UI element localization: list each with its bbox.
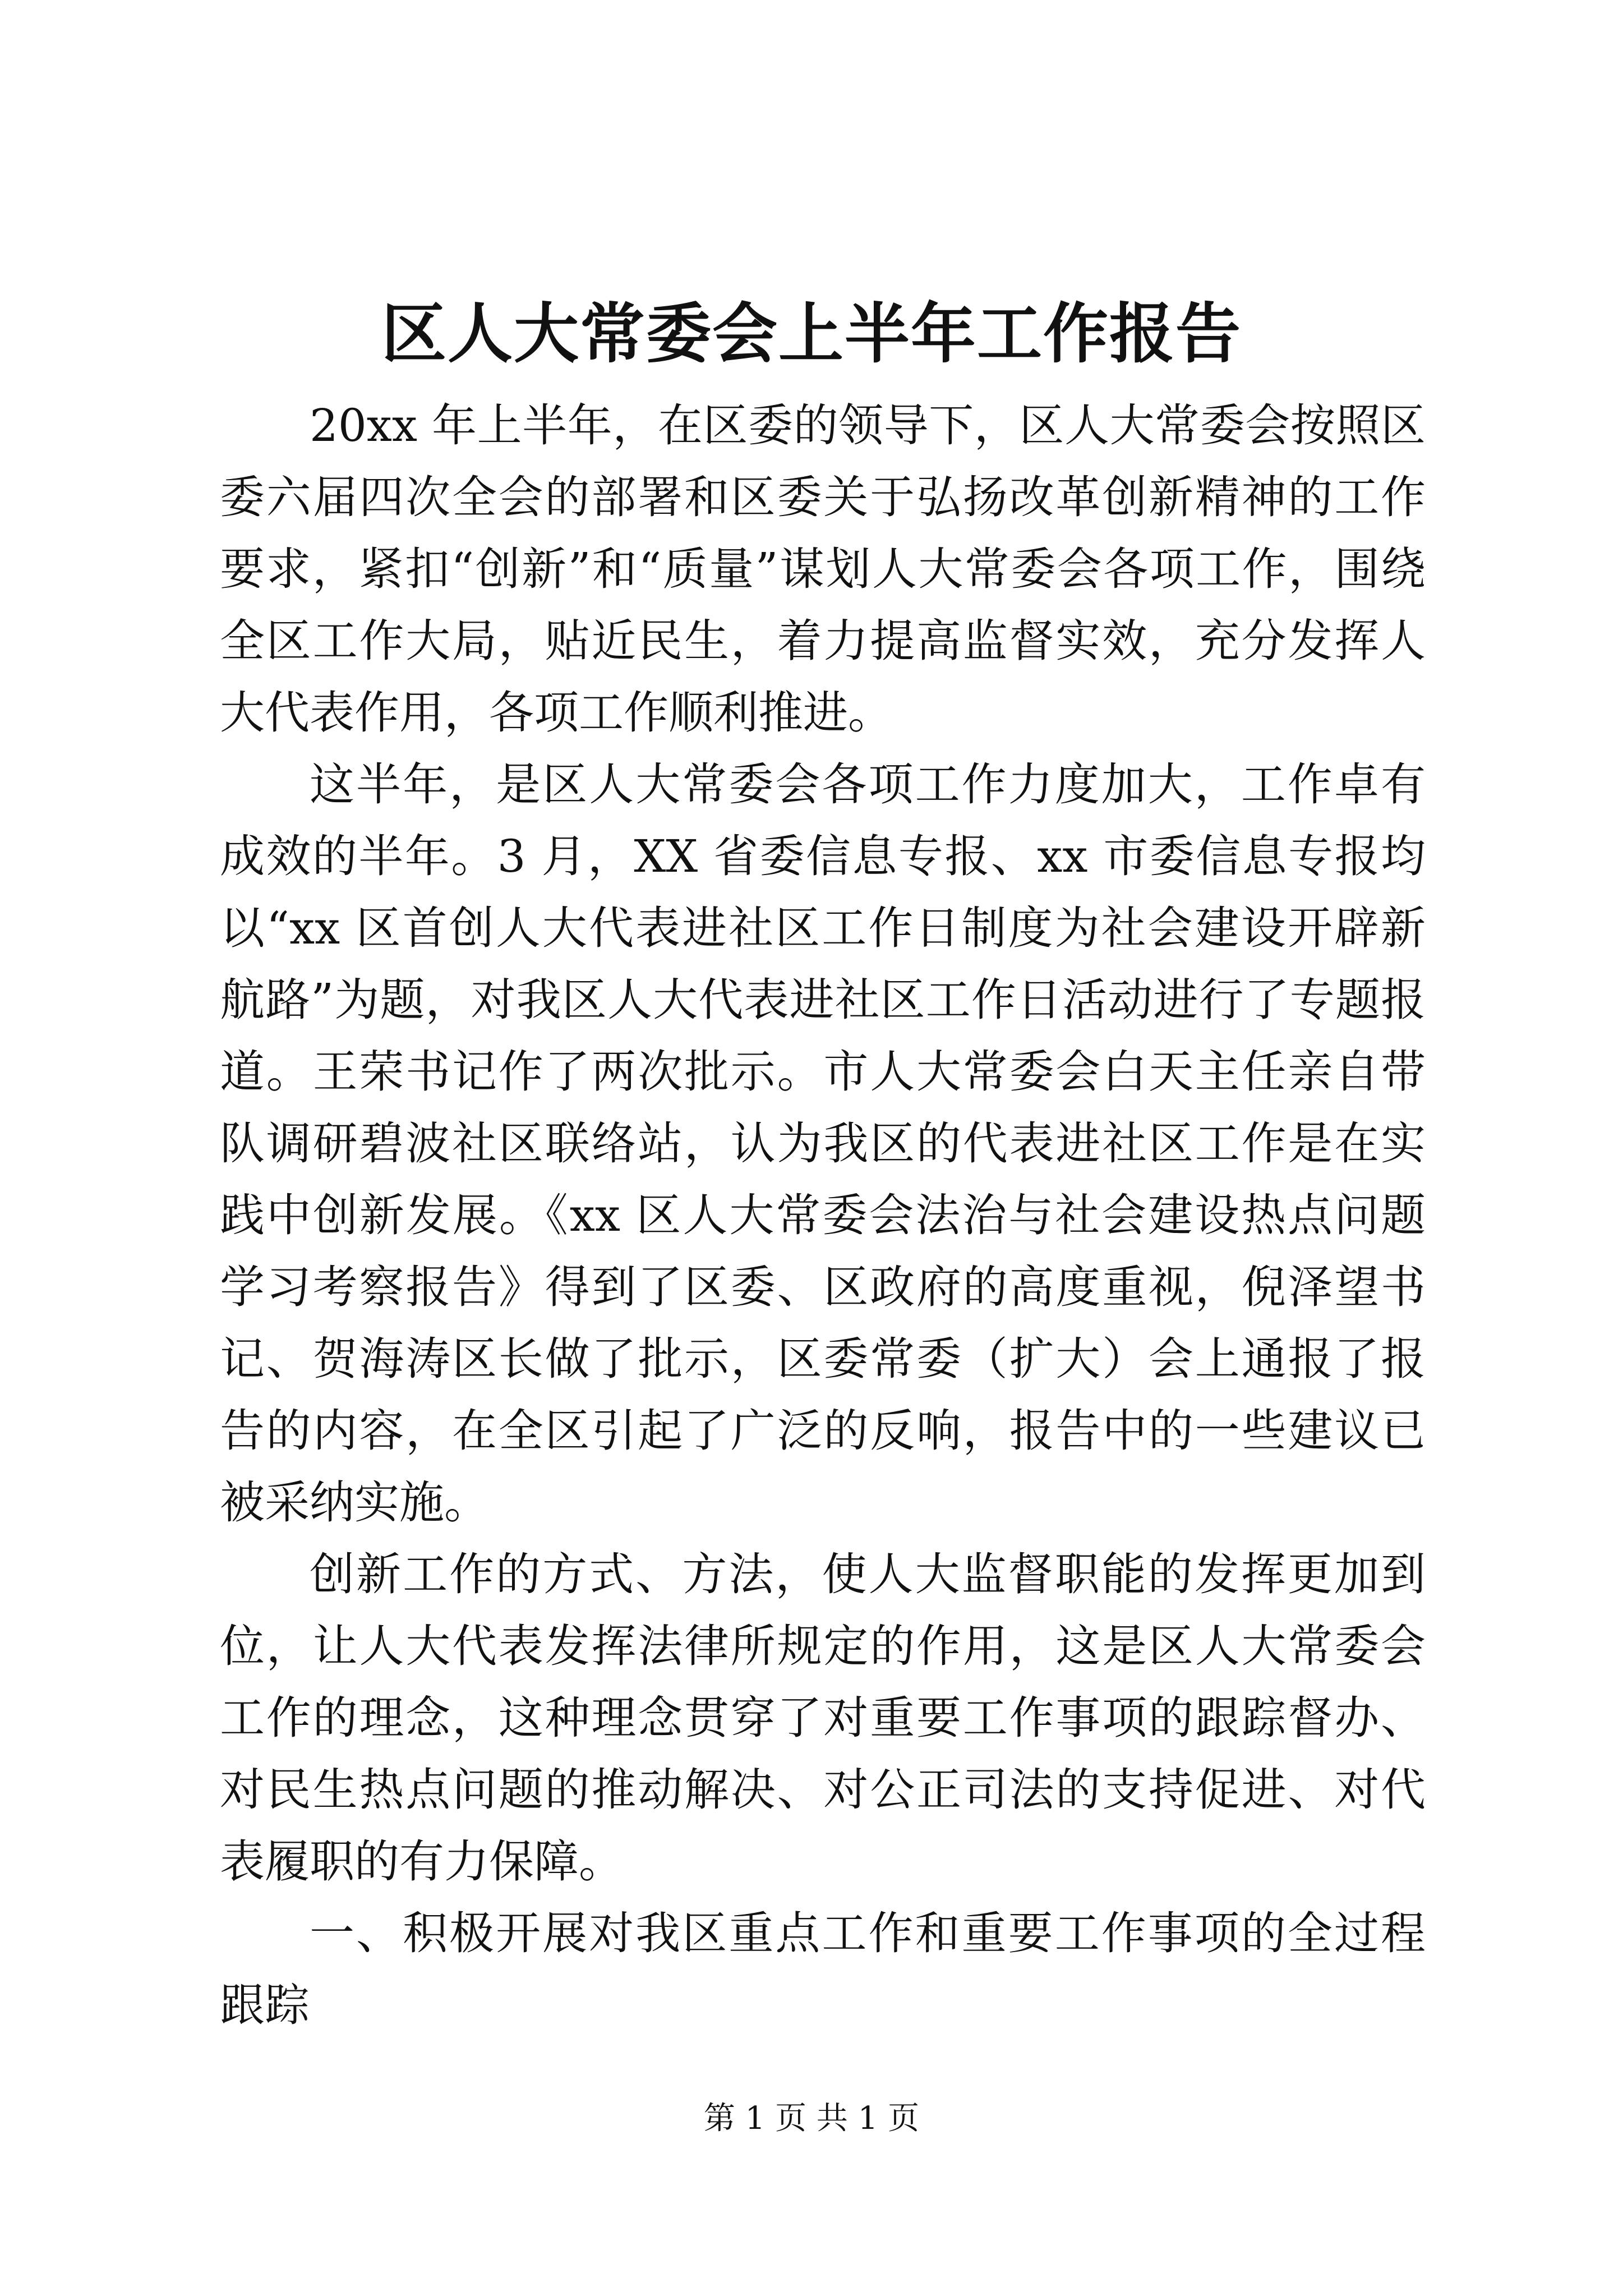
paragraph-intro: 20xx 年上半年，在区委的领导下，区人大常委会按照区委六届四次全会的部署和区委关于弘扬改革创新精神的工作要求，紧扣“创新”和“质量”谋划人大常委会各项工作，围绕全区工作大局，贴近民生，着力提高监督实效，充分发挥人大代表作用，各项工作顺利推进。 xyxy=(220,399,1426,739)
paragraph-philosophy: 创新工作的方式、方法，使人大监督职能的发挥更加到位，让人大代表发挥法律所规定的作用，这是区人大常委会工作的理念，这种理念贯穿了对重要工作事项的跟踪督办、对民生热点问题的推动解决、对公正司法的支持促进、对代表履职的有力保障。 xyxy=(220,1548,1426,1888)
section-heading-one: 一、积极开展对我区重点工作和重要工作事项的全过程跟踪 xyxy=(220,1907,1426,2031)
document-body xyxy=(220,390,1426,2041)
page-number-footer: 第 1 页 共 1 页 xyxy=(703,2100,920,2137)
document-title: 区人大常委会上半年工作报告 xyxy=(381,296,1242,372)
paragraph-achievements: 这半年，是区人大常委会各项工作力度加大，工作卓有成效的半年。3 月，XX 省委信息专报、xx 市委信息专报均以“xx 区首创人大代表进社区工作日制度为社会建设开辟新航路”为题，对我区人大代表进社区工作日活动进行了专题报道。王荣书记作了两次批示。市人大常委会白天主任亲自带队调研碧波社区联络站，认为我区的代表进社区工作是在实践中创新发展。《xx 区人大常委会法治与社会建设热点问题学习考察报告》得到了区委、区政府的高度重视，倪泽望书记、贺海涛区长做了批示，区委常委（扩大）会上通报了报告的内容，在全区引起了广泛的反响，报告中的一些建议已被采纳实施。 xyxy=(220,758,1426,1529)
